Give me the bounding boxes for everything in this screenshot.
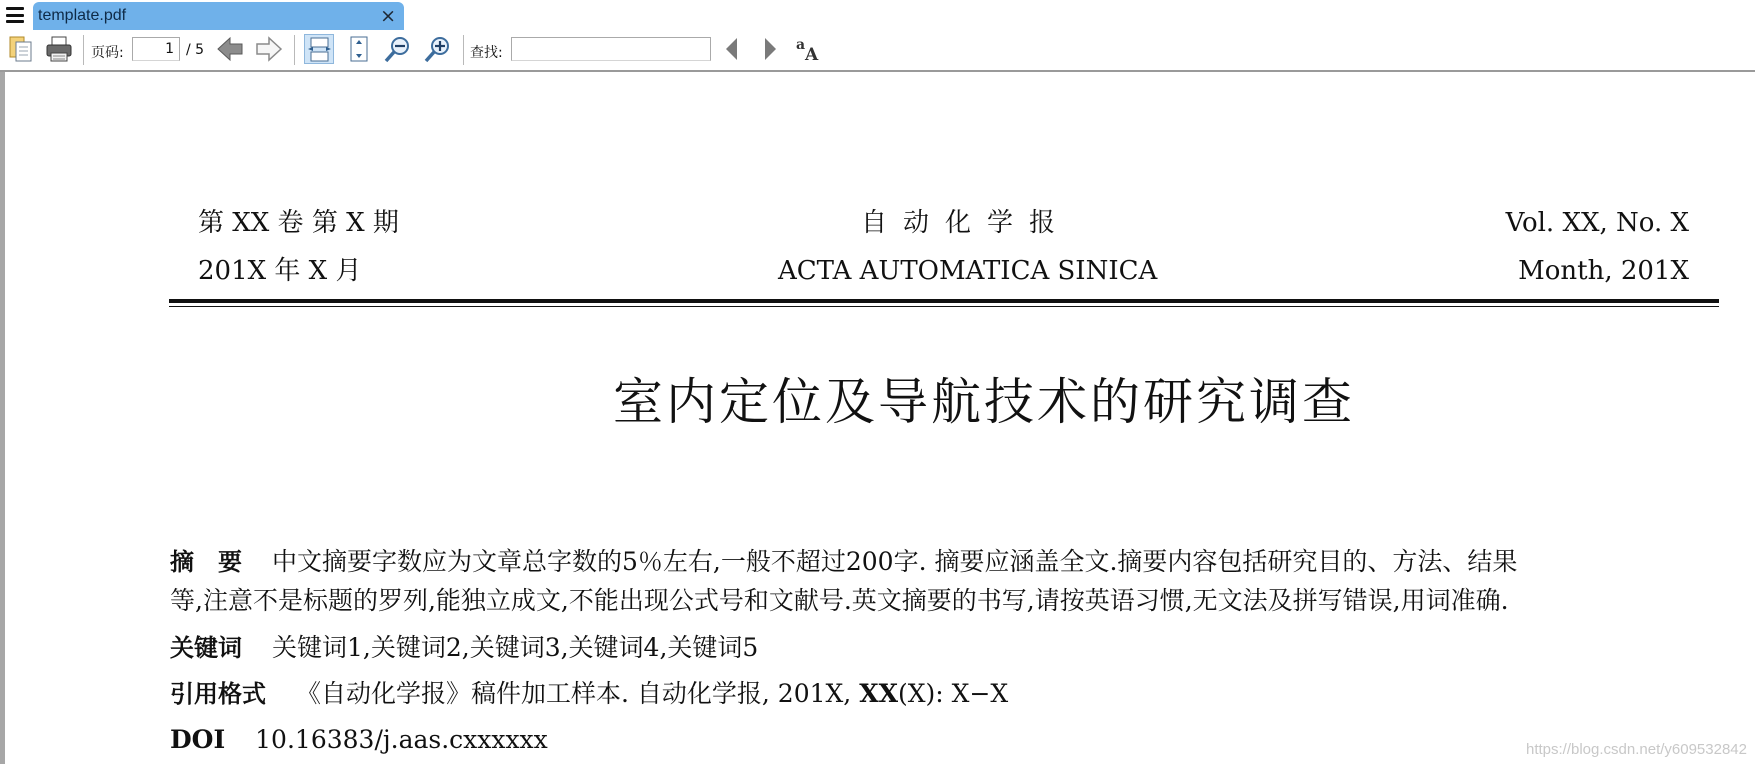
find-input[interactable]: [511, 37, 711, 61]
abstract-text-2: 等,注意不是标题的罗列,能独立成文,不能出现公式号和文献号.英文摘要的书写,请按英语习惯,无文法及拼写错误,用词准确.: [170, 586, 1509, 615]
header-rule-thick: [169, 299, 1719, 303]
keywords-text: 关键词1,关键词2,关键词3,关键词4,关键词5: [272, 633, 759, 662]
svg-text:a: a: [796, 37, 806, 53]
forward-icon[interactable]: [254, 34, 284, 64]
header-volume-issue: 第 XX 卷 第 X 期: [198, 208, 399, 238]
header-month-year: Month, 201X: [1518, 256, 1689, 286]
svg-text:A: A: [805, 45, 819, 64]
find-label: 查找:: [470, 45, 503, 61]
citation-row: [170, 678, 1008, 710]
journal-name-cn: 自动化学报: [861, 208, 1072, 238]
zoom-out-icon[interactable]: [383, 34, 413, 64]
print-icon[interactable]: [44, 34, 74, 64]
page-number-input[interactable]: [132, 37, 180, 61]
find-prev-icon[interactable]: [717, 34, 747, 64]
toolbar: [0, 30, 1755, 72]
toolbar-separator: [83, 35, 84, 65]
citation-label: 引用格式: [170, 680, 266, 708]
abstract-text-1: 中文摘要字数应为文章总字数的5％左右,一般不超过200字. 摘要应涵盖全文.摘要内容包括研究目的、方法、结果: [272, 547, 1518, 576]
pdf-page: [0, 72, 1755, 764]
toolbar-separator: [463, 35, 464, 65]
keywords-label: 关键词: [170, 634, 242, 662]
menu-icon[interactable]: [6, 6, 24, 24]
document-tab[interactable]: [33, 2, 404, 30]
open-file-icon[interactable]: [6, 34, 36, 64]
zoom-in-icon[interactable]: [423, 34, 453, 64]
keywords-row: [170, 632, 758, 664]
find-next-icon[interactable]: [755, 34, 785, 64]
match-case-icon[interactable]: [793, 34, 823, 64]
fit-page-icon[interactable]: [344, 34, 374, 64]
citation-text: 《自动化学报》稿件加工样本. 自动化学报, 201X,: [296, 679, 860, 708]
toolbar-separator: [294, 35, 295, 65]
watermark: https://blog.csdn.net/y609532842: [1525, 741, 1747, 758]
paper-title: 室内定位及导航技术的研究调查: [613, 373, 1355, 431]
tab-title: template.pdf: [38, 7, 127, 24]
back-icon[interactable]: [215, 34, 245, 64]
abstract-label: 摘 要: [170, 548, 242, 576]
doi-row: [170, 724, 548, 756]
document-viewport[interactable]: [0, 72, 1755, 764]
citation-pages: (X): X−X: [898, 679, 1009, 708]
page-total: / 5: [186, 42, 205, 58]
doi-label: DOI: [170, 725, 226, 754]
abstract-line-2: [170, 585, 1509, 617]
header-vol-no: Vol. XX, No. X: [1505, 208, 1689, 238]
fit-width-icon[interactable]: [304, 34, 334, 64]
doi-text: 10.16383/j.aas.cxxxxxx: [255, 725, 548, 754]
tab-bar: [0, 0, 1755, 30]
header-rule-thin: [169, 306, 1719, 307]
header-date: 201X 年 X 月: [198, 256, 362, 286]
journal-name-en: ACTA AUTOMATICA SINICA: [778, 256, 1158, 286]
citation-volume: XX: [859, 679, 898, 708]
close-icon[interactable]: ×: [380, 5, 396, 27]
page-label: 页码:: [91, 45, 124, 61]
abstract-line-1: [170, 546, 1517, 578]
